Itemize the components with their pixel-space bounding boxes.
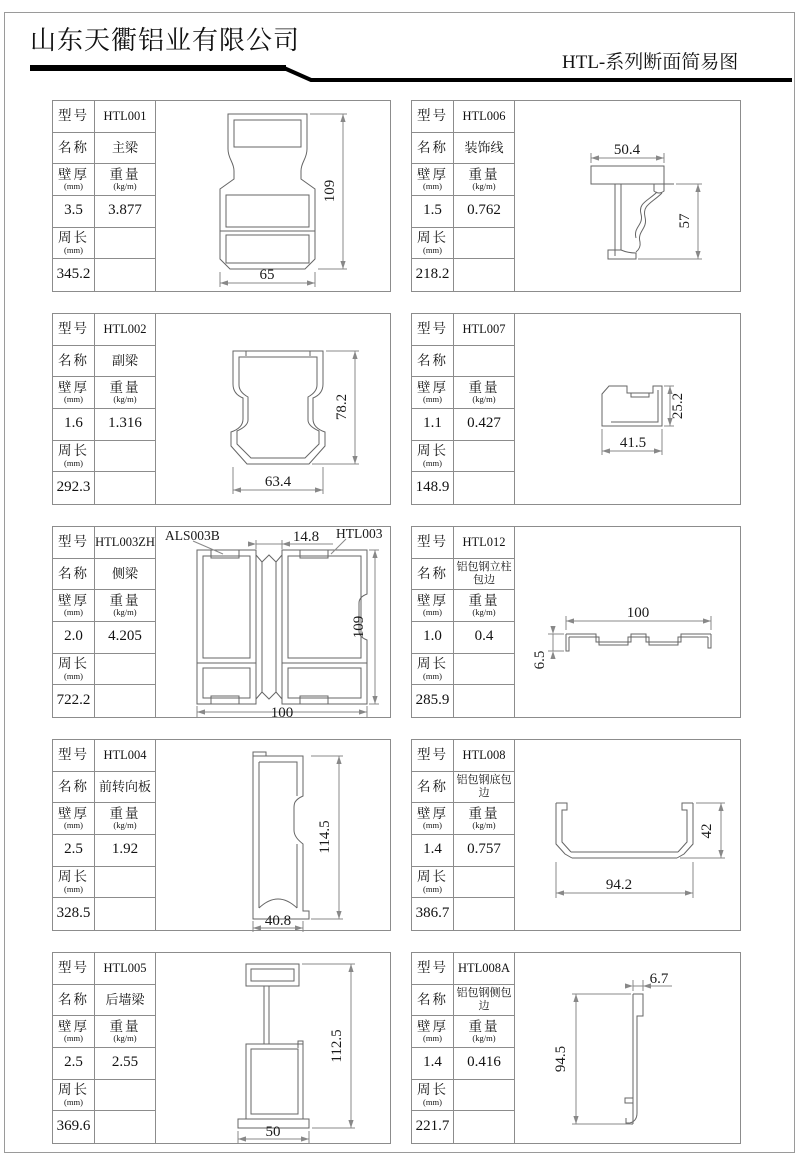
name-value: 后墙梁 — [105, 992, 145, 1008]
model-value: HTL002 — [103, 321, 147, 336]
profile-panel — [411, 952, 741, 1144]
profile-drawing — [412, 314, 742, 506]
name-value: 铝包钢侧包边 — [456, 987, 512, 1012]
thickness-unit: (mm) — [423, 181, 442, 192]
svg-text:42: 42 — [699, 823, 715, 839]
thickness-label: 壁厚 — [58, 167, 89, 183]
thickness-label: 壁厚 — [58, 380, 89, 396]
perimeter-label: 周长 — [58, 869, 89, 885]
name-label: 名称 — [58, 778, 89, 794]
perimeter-label: 周长 — [58, 230, 89, 246]
thickness-unit: (mm) — [423, 1033, 442, 1044]
weight-label: 重量 — [109, 380, 141, 396]
thickness-label: 壁厚 — [417, 806, 448, 822]
profile-panel — [52, 526, 391, 718]
svg-text:14.8: 14.8 — [292, 529, 320, 545]
weight-unit: (kg/m) — [113, 181, 137, 192]
model-label: 型号 — [417, 747, 448, 763]
profile-panel — [411, 739, 741, 931]
name-label: 名称 — [58, 991, 89, 1007]
name-value: 装饰线 — [464, 140, 504, 156]
thickness-label: 壁厚 — [58, 593, 89, 609]
profile-drawing — [53, 314, 392, 506]
perimeter-unit: (mm) — [423, 457, 442, 468]
thickness-value: 1.6 — [64, 415, 83, 432]
perimeter-unit: (mm) — [64, 1096, 83, 1107]
name-label: 名称 — [58, 352, 89, 368]
weight-value: 0.416 — [467, 1054, 501, 1071]
weight-unit: (kg/m) — [472, 607, 496, 618]
thickness-label: 壁厚 — [417, 167, 448, 183]
weight-label: 重量 — [468, 380, 500, 396]
profile-panel — [52, 313, 391, 505]
weight-unit: (kg/m) — [472, 820, 496, 831]
perimeter-value: 148.9 — [415, 479, 450, 496]
perimeter-value: 285.9 — [415, 692, 450, 709]
perimeter-value: 345.2 — [56, 266, 91, 283]
name-label: 名称 — [417, 778, 448, 794]
model-value: HTL008 — [462, 747, 506, 762]
model-label: 型号 — [417, 108, 448, 124]
model-value: HTL005 — [103, 960, 147, 975]
perimeter-label: 周长 — [417, 656, 448, 672]
model-label: 型号 — [58, 960, 89, 976]
svg-text:ALS003B: ALS003B — [165, 528, 220, 543]
name-value: 副梁 — [111, 353, 138, 369]
thickness-value: 2.0 — [64, 628, 83, 645]
profile-panel — [52, 739, 391, 931]
profile-drawing — [412, 101, 742, 293]
svg-text:50.4: 50.4 — [613, 142, 641, 158]
thickness-label: 壁厚 — [417, 1019, 448, 1035]
thickness-value: 3.5 — [64, 202, 83, 219]
weight-unit: (kg/m) — [113, 820, 137, 831]
model-value: HTL004 — [103, 747, 147, 762]
thickness-label: 壁厚 — [58, 806, 89, 822]
svg-text:94.5: 94.5 — [553, 1045, 569, 1073]
thickness-label: 壁厚 — [417, 380, 448, 396]
profile-panel — [411, 100, 741, 292]
header-divider — [0, 64, 800, 86]
svg-text:109: 109 — [322, 179, 338, 203]
perimeter-value: 218.2 — [415, 266, 450, 283]
thickness-unit: (mm) — [64, 607, 83, 618]
name-value: 主梁 — [111, 140, 138, 156]
svg-text:HTL003: HTL003 — [336, 527, 383, 541]
perimeter-unit: (mm) — [423, 244, 442, 255]
perimeter-label: 周长 — [417, 869, 448, 885]
weight-value: 2.55 — [111, 1054, 139, 1071]
weight-unit: (kg/m) — [472, 181, 496, 192]
model-value: HTL008A — [457, 960, 511, 975]
perimeter-label: 周长 — [58, 1082, 89, 1098]
svg-text:109: 109 — [351, 615, 367, 639]
weight-unit: (kg/m) — [113, 607, 137, 618]
weight-unit: (kg/m) — [113, 1033, 137, 1044]
perimeter-label: 周长 — [417, 443, 448, 459]
perimeter-label: 周长 — [58, 656, 89, 672]
model-label: 型号 — [58, 321, 89, 337]
perimeter-label: 周长 — [417, 230, 448, 246]
weight-value: 1.316 — [108, 415, 142, 432]
svg-text:114.5: 114.5 — [317, 820, 333, 854]
thickness-unit: (mm) — [423, 820, 442, 831]
perimeter-value: 221.7 — [415, 1118, 450, 1135]
model-label: 型号 — [58, 747, 89, 763]
name-label: 名称 — [417, 565, 448, 581]
thickness-value: 1.4 — [423, 1054, 442, 1071]
weight-unit: (kg/m) — [472, 1033, 496, 1044]
perimeter-value: 722.2 — [56, 692, 91, 709]
thickness-value: 1.4 — [423, 841, 442, 858]
weight-label: 重量 — [109, 593, 141, 609]
svg-text:112.5: 112.5 — [329, 1029, 345, 1063]
weight-label: 重量 — [468, 167, 500, 183]
perimeter-value: 386.7 — [415, 905, 450, 922]
name-value: 侧梁 — [111, 566, 138, 582]
svg-text:65: 65 — [259, 267, 275, 283]
name-label: 名称 — [417, 991, 448, 1007]
weight-value: 0.4 — [474, 628, 494, 645]
profile-drawing — [53, 740, 392, 932]
svg-text:100: 100 — [626, 605, 650, 621]
perimeter-value: 292.3 — [56, 479, 91, 496]
company-title: 山东天衢铝业有限公司 — [30, 26, 301, 55]
weight-label: 重量 — [109, 1019, 141, 1035]
name-label: 名称 — [417, 139, 448, 155]
svg-text:57: 57 — [677, 213, 693, 229]
name-value: 前转向板 — [98, 779, 151, 795]
model-value: HTL006 — [462, 108, 506, 123]
perimeter-unit: (mm) — [423, 1096, 442, 1107]
profile-panel — [411, 526, 741, 718]
name-value: 铝包钢底包边 — [456, 774, 512, 799]
thickness-value: 2.5 — [64, 1054, 83, 1071]
profile-drawing — [53, 101, 392, 293]
model-label: 型号 — [417, 321, 448, 337]
perimeter-value: 369.6 — [56, 1118, 91, 1135]
perimeter-unit: (mm) — [423, 883, 442, 894]
weight-value: 4.205 — [108, 628, 142, 645]
svg-text:100: 100 — [270, 705, 294, 719]
perimeter-unit: (mm) — [64, 670, 83, 681]
perimeter-label: 周长 — [417, 1082, 448, 1098]
perimeter-unit: (mm) — [423, 670, 442, 681]
model-label: 型号 — [58, 108, 89, 124]
model-value: HTL012 — [462, 534, 506, 549]
thickness-value: 2.5 — [64, 841, 83, 858]
model-value: HTL001 — [103, 108, 147, 123]
weight-value: 0.762 — [467, 202, 501, 219]
name-label: 名称 — [417, 352, 448, 368]
svg-text:41.5: 41.5 — [619, 435, 647, 451]
model-label: 型号 — [58, 534, 89, 550]
perimeter-unit: (mm) — [64, 244, 83, 255]
weight-label: 重量 — [468, 806, 500, 822]
weight-unit: (kg/m) — [113, 394, 137, 405]
weight-value: 0.427 — [467, 415, 501, 432]
svg-text:25.2: 25.2 — [670, 392, 686, 420]
weight-value: 1.92 — [111, 841, 139, 858]
weight-label: 重量 — [109, 806, 141, 822]
profile-panel — [52, 100, 391, 292]
perimeter-label: 周长 — [58, 443, 89, 459]
thickness-value: 1.0 — [423, 628, 442, 645]
name-label: 名称 — [58, 565, 89, 581]
profile-panel — [52, 952, 391, 1144]
thickness-unit: (mm) — [423, 607, 442, 618]
doc-subtitle: HTL-系列断面简易图 — [562, 52, 739, 73]
weight-label: 重量 — [468, 1019, 500, 1035]
model-label: 型号 — [417, 960, 448, 976]
perimeter-unit: (mm) — [64, 457, 83, 468]
svg-text:40.8: 40.8 — [264, 913, 292, 929]
svg-text:6.7: 6.7 — [649, 971, 669, 987]
name-label: 名称 — [58, 139, 89, 155]
svg-text:50: 50 — [265, 1124, 281, 1140]
name-value: 铝包钢立柱包边 — [456, 561, 512, 586]
svg-text:78.2: 78.2 — [334, 393, 350, 421]
weight-label: 重量 — [109, 167, 141, 183]
profile-drawing — [412, 953, 742, 1145]
thickness-unit: (mm) — [64, 820, 83, 831]
thickness-value: 1.1 — [423, 415, 442, 432]
weight-value: 0.757 — [467, 841, 501, 858]
thickness-unit: (mm) — [423, 394, 442, 405]
svg-text:63.4: 63.4 — [264, 474, 292, 490]
thickness-unit: (mm) — [64, 394, 83, 405]
thickness-value: 1.5 — [423, 202, 442, 219]
svg-text:6.5: 6.5 — [532, 650, 548, 670]
perimeter-unit: (mm) — [64, 883, 83, 894]
weight-label: 重量 — [468, 593, 500, 609]
profile-panel — [411, 313, 741, 505]
thickness-unit: (mm) — [64, 181, 83, 192]
model-value: HTL003ZH — [95, 534, 155, 549]
svg-text:94.2: 94.2 — [605, 877, 633, 893]
model-label: 型号 — [417, 534, 448, 550]
thickness-unit: (mm) — [64, 1033, 83, 1044]
profile-drawing — [53, 953, 392, 1145]
thickness-label: 壁厚 — [58, 1019, 89, 1035]
profile-drawing — [53, 527, 392, 719]
perimeter-value: 328.5 — [56, 905, 91, 922]
thickness-label: 壁厚 — [417, 593, 448, 609]
weight-value: 3.877 — [108, 202, 142, 219]
weight-unit: (kg/m) — [472, 394, 496, 405]
profile-drawing — [412, 740, 742, 932]
model-value: HTL007 — [462, 321, 506, 336]
profile-drawing — [412, 527, 742, 719]
